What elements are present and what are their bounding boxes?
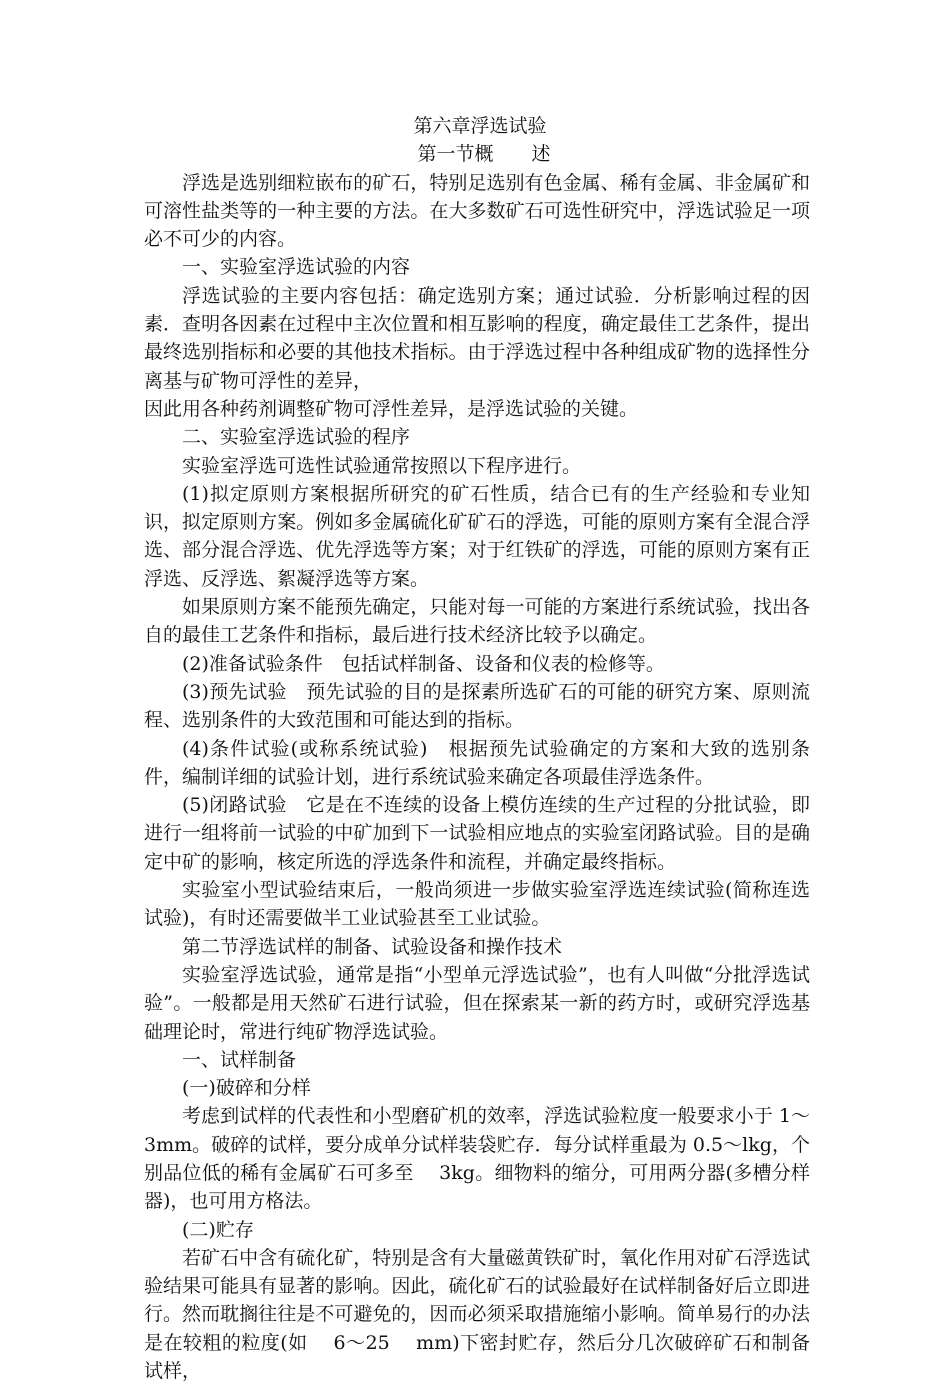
paragraph: (2)准备试验条件 包括试样制备、设备和仪表的检修等。 bbox=[182, 652, 665, 675]
paragraph: (1)拟定原则方案根据所研究的矿石性质，结合已有的生产经验和专业知识，拟定原则方案。例如多金属硫化矿矿石的浮选，可能的原则方案有全混合浮选、部分混合浮选、优先浮选等方案；对于红铁矿的浮选，可能的原则方案有正浮选、反浮选、絮凝浮选等方案。 bbox=[144, 482, 810, 590]
paragraph: 实验室小型试验结束后，一般尚须进一步做实验室浮选连续试验(简称连选试验)，有时还需要做半工业试验甚至工业试验。 bbox=[144, 879, 810, 930]
document-body bbox=[144, 169, 810, 1385]
paragraph: 实验室浮选可选性试验通常按照以下程序进行。 bbox=[182, 454, 582, 477]
paragraph: 实验室浮选试验，通常是指“小型单元浮选试验”，也有人叫做“分批浮选试验”。一般都是用天然矿石进行试验，但在探索某一新的药方时，或研究浮选基础理论时，常进行纯矿物浮选试验。 bbox=[144, 963, 810, 1043]
paragraph: 考虑到试样的代表性和小型磨矿机的效率，浮选试验粒度一般要求小于 1～3mm。破碎的试样，要分成单分试样装袋贮存．每分试样重最为 0.5～lkg，个别品位低的稀有金属矿石可多至 3kg。细物料的缩分，可用两分器(多槽分样器)，也可用方格法。 bbox=[144, 1105, 810, 1213]
paragraph: 一、实验室浮选试验的内容 bbox=[182, 256, 411, 279]
paragraph: (3)预先试验 预先试验的目的是探素所选矿石的可能的研究方案、原则流程、选别条件的大致范围和可能达到的指标。 bbox=[144, 680, 810, 732]
paragraph: 因此用各种药剂调整矿物可浮性差异，是浮选试验的关键。 bbox=[144, 397, 639, 420]
paragraph: 若矿石中含有硫化矿，特别是含有大量磁黄铁矿时，氧化作用对矿石浮选试验结果可能具有显著的影响。因此，硫化矿石的试验最好在试样制备好后立即进行。然而耽搁往往是不可避免的，因而必须采取措施缩小影响。简单易行的办法是在较粗的粒度(如 6～25 mm)下密封贮存，然后分几次破碎矿石和制备试样， bbox=[144, 1246, 810, 1383]
paragraph: 如果原则方案不能预先确定，只能对每一可能的方案进行系统试验，找出各自的最佳工艺条件和指标，最后进行技术经济比较予以确定。 bbox=[144, 596, 810, 647]
paragraph: (一)破碎和分样 bbox=[182, 1077, 311, 1100]
paragraph: 一、试样制备 bbox=[182, 1048, 297, 1071]
section-title: 第一节概 述 bbox=[417, 143, 551, 166]
paragraph: 浮选试验的主要内容包括：确定选别方案；通过试验．分析影响过程的因素．查明各因素在过程中主次位置和相互影响的程度，确定最佳工艺条件，提出最终选别指标和必要的其他技术指标。由于浮选过程中各种组成矿物的选择性分离基与矿物可浮性的差异， bbox=[144, 284, 810, 392]
paragraph: 二、实验室浮选试验的程序 bbox=[182, 426, 411, 449]
document-page bbox=[144, 112, 810, 1385]
chapter-title: 第六章浮选试验 bbox=[413, 115, 547, 137]
paragraph: (5)闭路试验 它是在不连续的设备上模仿连续的生产过程的分批试验，即进行一组将前一试验的中矿加到下一试验相应地点的实验室闭路试验。目的是确定中矿的影响，核定所选的浮选条件和流程，并确定最终指标。 bbox=[144, 794, 810, 873]
paragraph: 浮选是选别细粒嵌布的矿石，特别足选别有色金属、稀有金属、非金属矿和可溶性盐类等的一种主要的方法。在大多数矿石可选性研究中，浮选试验足一项必不可少的内容。 bbox=[144, 171, 810, 251]
paragraph: 第二节浮选试样的制备、试验设备和操作技术 bbox=[182, 935, 563, 958]
paragraph: (4)条件试验(或称系统试验) 根据预先试验确定的方案和大致的选别条件，编制详细的试验计划，进行系统试验来确定各项最佳浮选条件。 bbox=[144, 737, 810, 788]
paragraph: (二)贮存 bbox=[182, 1218, 254, 1241]
